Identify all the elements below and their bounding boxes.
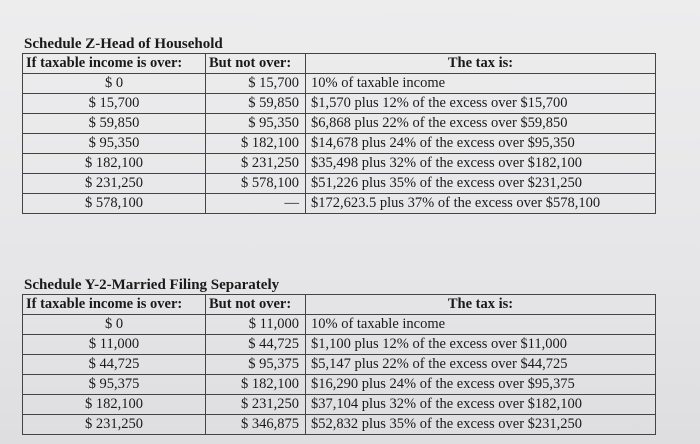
schedule-z-title: Schedule Z-Head of Household: [24, 36, 223, 52]
cell-not-over: $ 95,375: [206, 355, 306, 375]
table-row: [23, 375, 656, 395]
cell-income-over: $ 59,850: [23, 114, 206, 134]
cell-tax-is: $6,868 plus 22% of the excess over $59,850: [306, 114, 656, 134]
cell-not-over: $ 346,875: [206, 415, 306, 435]
cell-not-over: $ 15,700: [206, 74, 306, 94]
cell-income-over: $ 231,250: [23, 174, 206, 194]
table-row: [23, 315, 656, 335]
table-row: [23, 174, 656, 194]
cell-tax-is: $37,104 plus 32% of the excess over $182,100: [306, 395, 656, 415]
cell-tax-is: $1,570 plus 12% of the excess over $15,700: [306, 94, 656, 114]
cell-income-over: $ 231,250: [23, 415, 206, 435]
cell-not-over: $ 44,725: [206, 335, 306, 355]
schedule-y2: [22, 277, 656, 435]
cell-tax-is: $35,498 plus 32% of the excess over $182,100: [306, 154, 656, 174]
cell-not-over: $ 231,250: [206, 154, 306, 174]
table-row: [23, 355, 656, 375]
cell-tax-is: $52,832 plus 35% of the excess over $231,250: [306, 415, 656, 435]
cell-tax-is: $172,623.5 plus 37% of the excess over $578,100: [306, 194, 656, 214]
schedule-y2-table: [22, 294, 656, 435]
cell-tax-is: $1,100 plus 12% of the excess over $11,000: [306, 335, 656, 355]
table-header-row: [23, 295, 656, 315]
table-row: [23, 395, 656, 415]
table-row: [23, 154, 656, 174]
cell-tax-is: $51,226 plus 35% of the excess over $231,250: [306, 174, 656, 194]
schedule-z: [22, 36, 656, 214]
table-row: [23, 134, 656, 154]
cell-not-over: $ 182,100: [206, 134, 306, 154]
cell-not-over: $ 11,000: [206, 315, 306, 335]
table-header-row: [23, 54, 656, 74]
table-row: [23, 415, 656, 435]
schedule-z-table: [22, 53, 656, 214]
cell-not-over: $ 231,250: [206, 395, 306, 415]
header-income-over: If taxable income is over:: [23, 295, 206, 315]
cell-not-over: $ 95,350: [206, 114, 306, 134]
table-row: [23, 194, 656, 214]
cell-not-over: $ 59,850: [206, 94, 306, 114]
cell-tax-is: $14,678 plus 24% of the excess over $95,350: [306, 134, 656, 154]
cell-income-over: $ 44,725: [23, 355, 206, 375]
cell-income-over: $ 578,100: [23, 194, 206, 214]
header-tax-is: The tax is:: [306, 54, 656, 74]
header-not-over: But not over:: [206, 54, 306, 74]
cell-income-over: $ 15,700: [23, 94, 206, 114]
cell-income-over: $ 0: [23, 315, 206, 335]
cell-income-over: $ 182,100: [23, 395, 206, 415]
table-row: [23, 74, 656, 94]
cell-not-over: $ 182,100: [206, 375, 306, 395]
cell-income-over: $ 95,350: [23, 134, 206, 154]
cell-tax-is: 10% of taxable income: [306, 74, 656, 94]
cell-income-over: $ 0: [23, 74, 206, 94]
header-income-over: If taxable income is over:: [23, 54, 206, 74]
cell-income-over: $ 182,100: [23, 154, 206, 174]
cell-income-over: $ 11,000: [23, 335, 206, 355]
table-row: [23, 114, 656, 134]
cell-tax-is: 10% of taxable income: [306, 315, 656, 335]
cell-tax-is: $16,290 plus 24% of the excess over $95,375: [306, 375, 656, 395]
cell-tax-is: $5,147 plus 22% of the excess over $44,725: [306, 355, 656, 375]
cell-income-over: $ 95,375: [23, 375, 206, 395]
schedule-y2-title: Schedule Y-2-Married Filing Separately: [24, 277, 280, 293]
table-row: [23, 335, 656, 355]
header-tax-is: The tax is:: [306, 295, 656, 315]
cell-not-over: —: [206, 194, 306, 214]
cell-not-over: $ 578,100: [206, 174, 306, 194]
table-row: [23, 94, 656, 114]
header-not-over: But not over:: [206, 295, 306, 315]
